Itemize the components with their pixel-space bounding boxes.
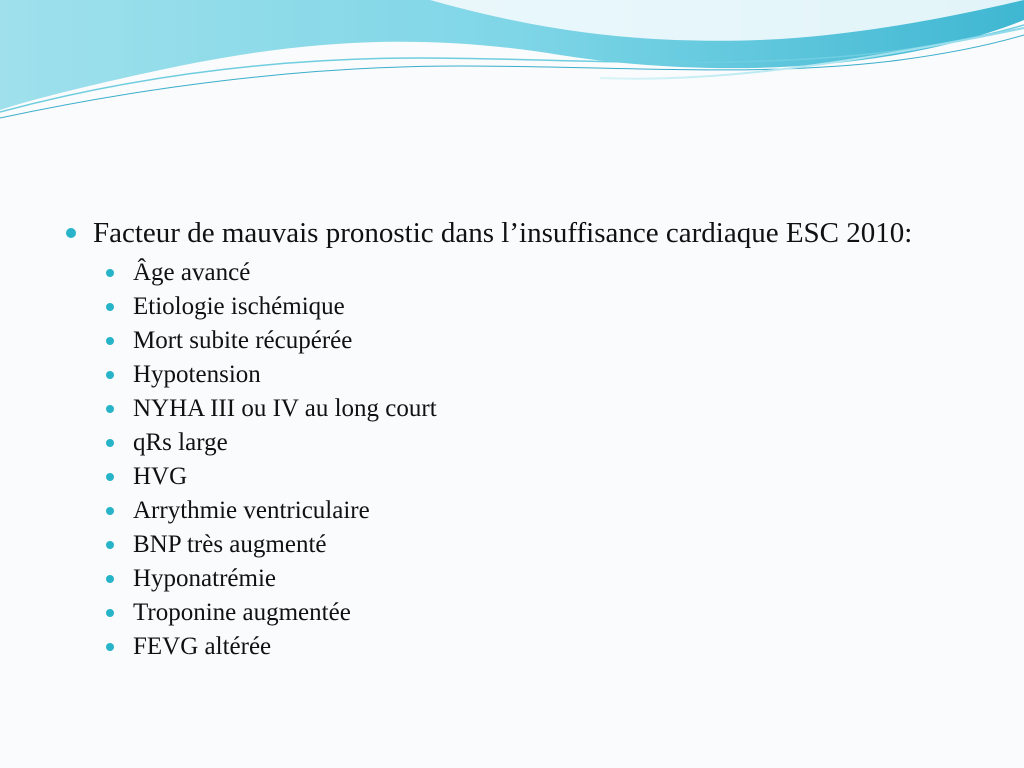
bullet-icon [106, 575, 114, 583]
list-item: FEVG altérée [106, 630, 964, 664]
main-bullet-text: Facteur de mauvais pronostic dans l’insuffisance cardiaque ESC 2010: [93, 217, 913, 249]
main-bullet-item [64, 214, 964, 248]
list-item: BNP très augmenté [106, 528, 964, 562]
list-item: NYHA III ou IV au long court [106, 392, 964, 426]
list-item: Mort subite récupérée [106, 324, 964, 358]
list-item: Hypotension [106, 358, 964, 392]
list-item: Hyponatrémie [106, 562, 964, 596]
bullet-icon [106, 337, 114, 345]
bullet-icon [106, 473, 114, 481]
list-item: qRs large [106, 426, 964, 460]
slide-content [64, 214, 964, 664]
list-item: Arrythmie ventriculaire [106, 494, 964, 528]
bullet-icon [106, 269, 114, 277]
bullet-icon [106, 609, 114, 617]
list-item: Etiologie ischémique [106, 290, 964, 324]
list-item: HVG [106, 460, 964, 494]
bullet-icon [106, 541, 114, 549]
bullet-icon [106, 439, 114, 447]
bullet-icon [106, 303, 114, 311]
list-item: Âge avancé [106, 256, 964, 290]
header-wave-decoration [0, 0, 1024, 130]
list-item: Troponine augmentée [106, 596, 964, 630]
bullet-icon [106, 643, 114, 651]
bullet-icon [106, 507, 114, 515]
bullet-icon [106, 405, 114, 413]
bullet-icon [66, 228, 76, 238]
bullet-icon [106, 371, 114, 379]
sub-bullet-list [106, 256, 964, 664]
